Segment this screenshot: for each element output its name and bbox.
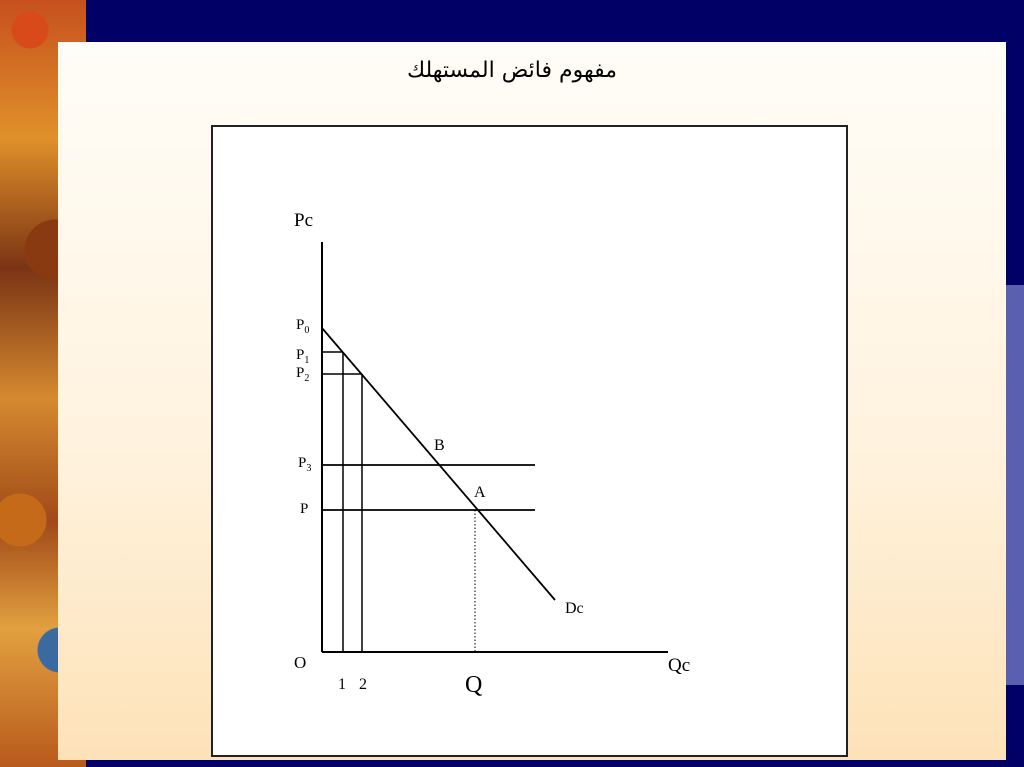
price-label-p0: $P_0$ <box>296 317 310 336</box>
y-axis-label: Pc <box>294 210 313 231</box>
quantity-label-2: 2 <box>359 676 367 693</box>
quantity-label-1: 1 <box>338 676 346 693</box>
price-label-p1: $P_1$ <box>296 347 310 366</box>
origin-label: O <box>294 653 307 672</box>
price-label-p: P <box>300 501 309 517</box>
price-label-p3: $P_3$ <box>298 455 312 474</box>
point-label-a: A <box>474 484 486 501</box>
x-axis-label: Qc <box>668 655 691 676</box>
point-label-b: B <box>434 437 445 454</box>
demand-curve <box>322 328 555 600</box>
quantity-label-q: Q <box>465 672 483 698</box>
demand-curve-label: Dc <box>565 600 584 617</box>
price-label-p2: $P_2$ <box>296 365 310 384</box>
slide-title: مفهوم فائض المستهلك <box>406 58 618 83</box>
